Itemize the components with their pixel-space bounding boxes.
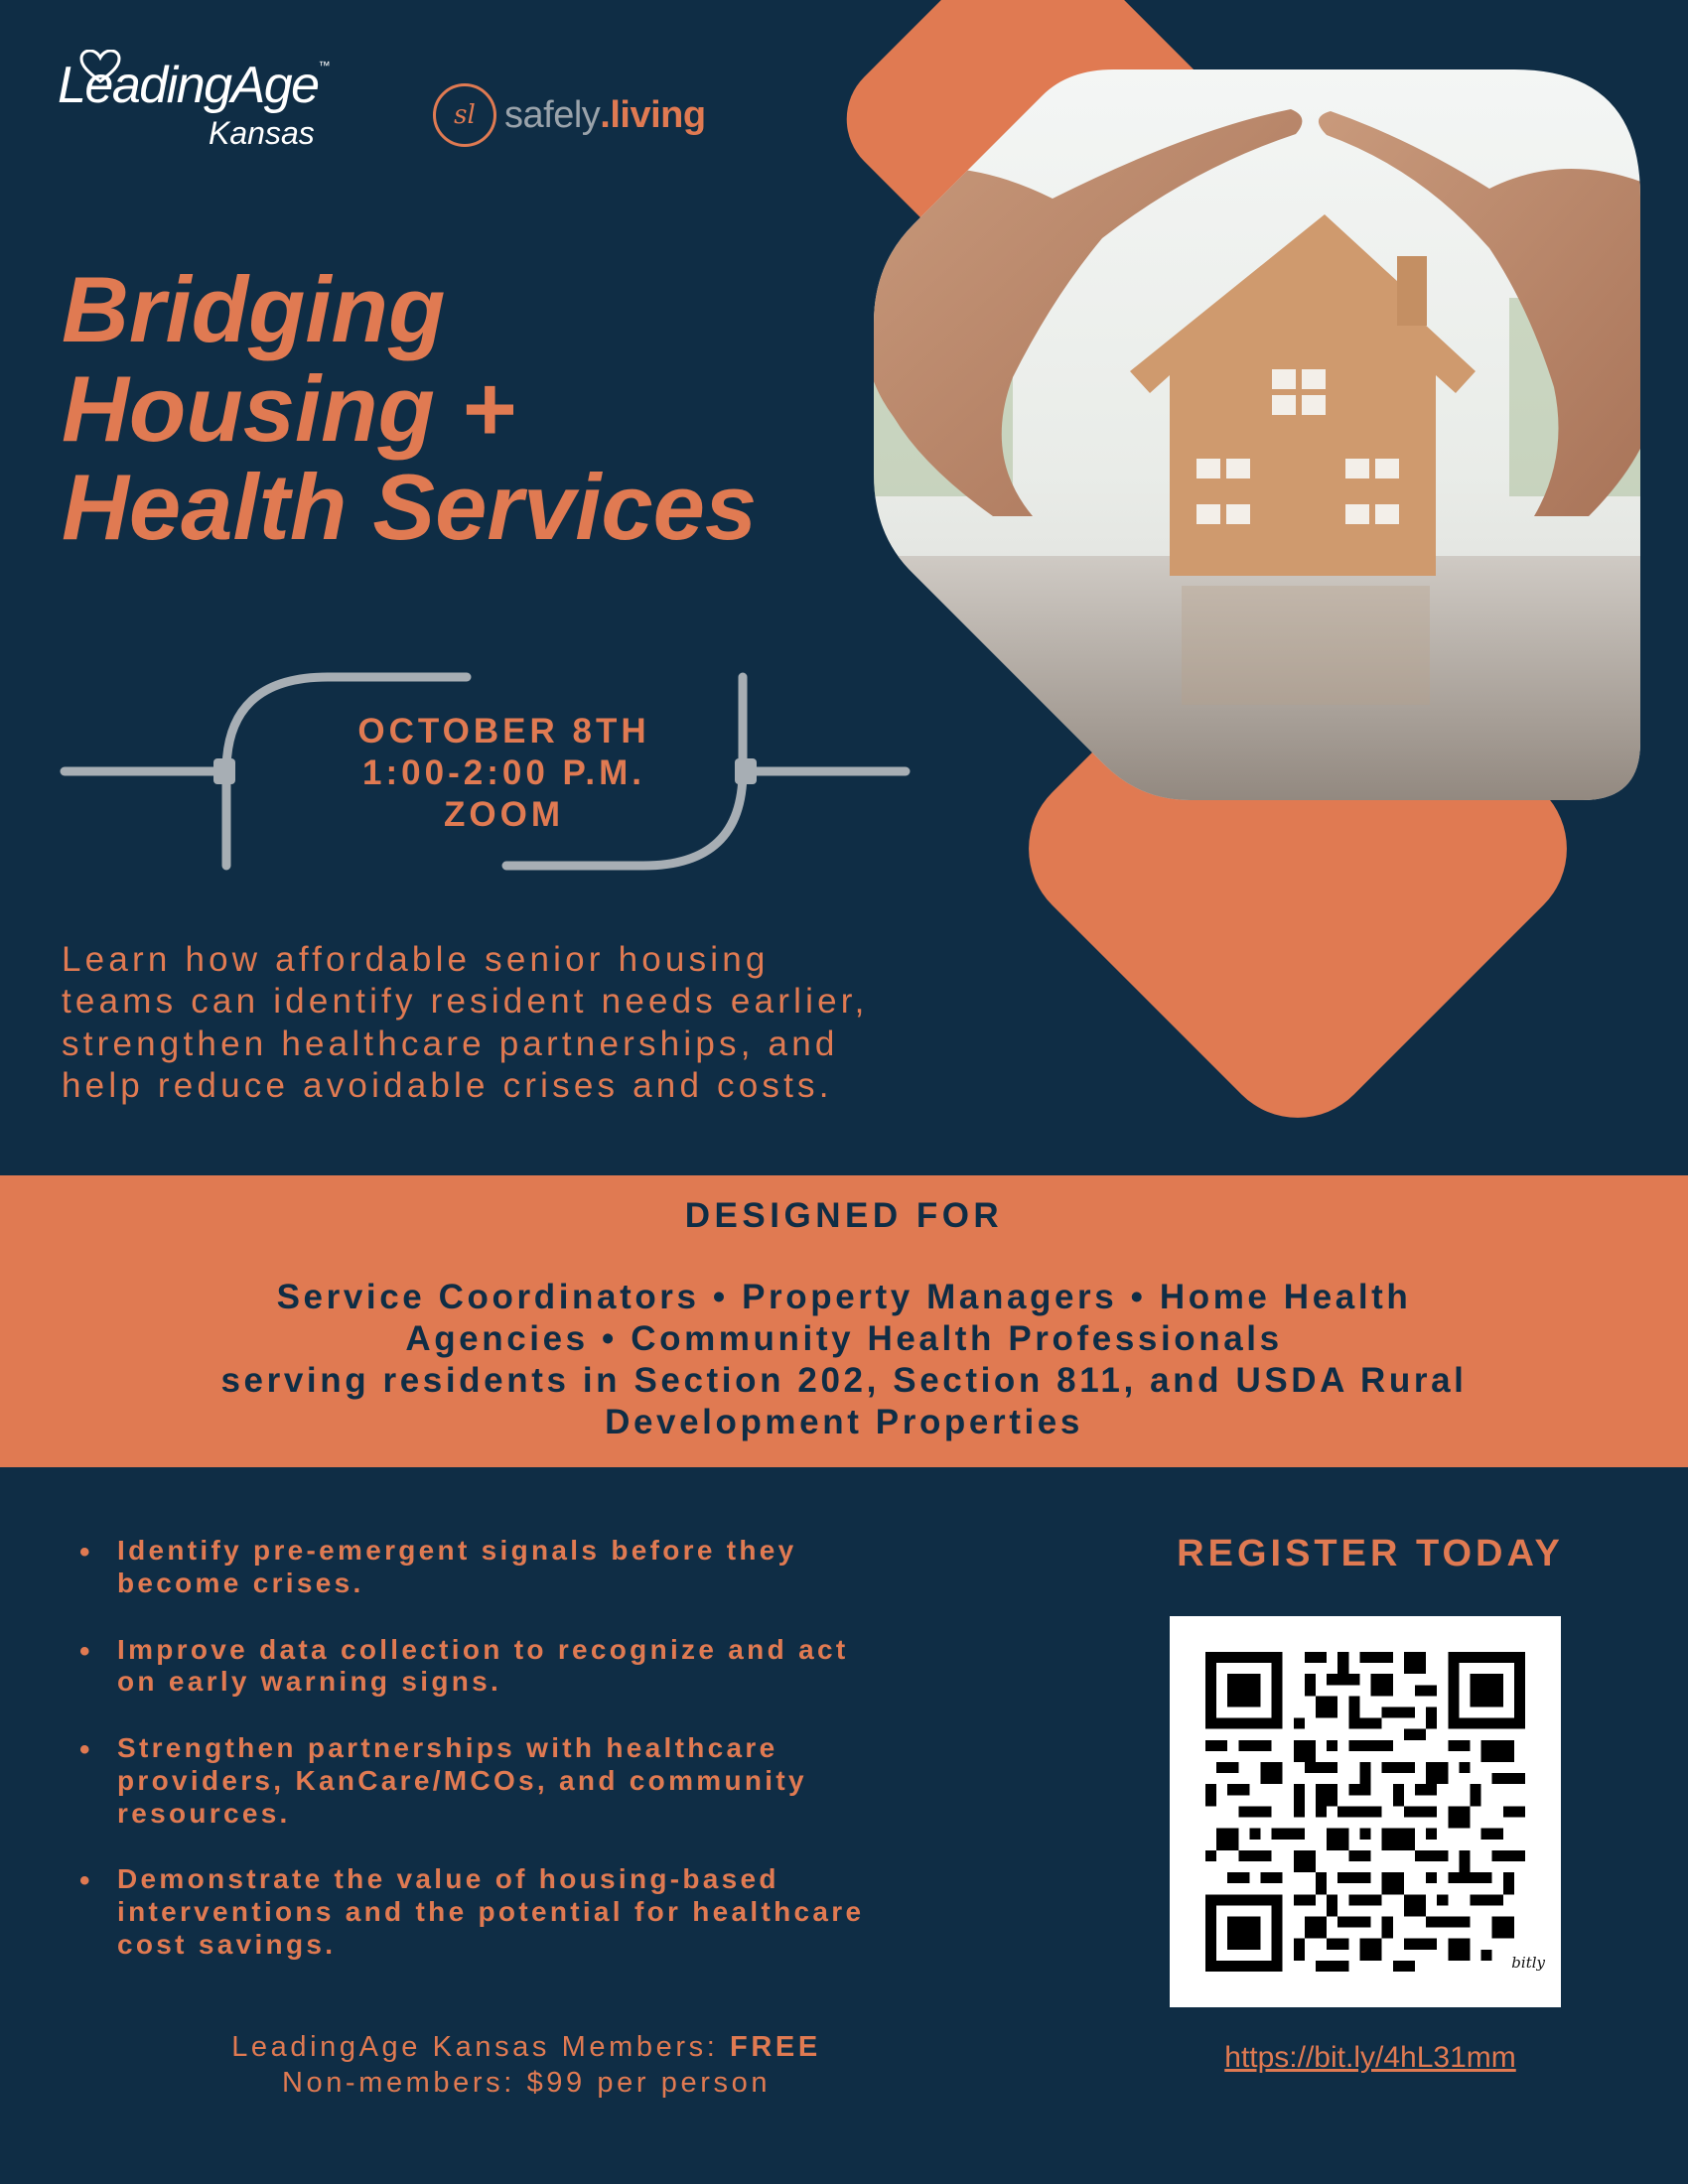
audience-list: [0, 1277, 1688, 1443]
description-line-2: teams can identify resident needs earlier,: [62, 982, 869, 1022]
audience-line-2: Agencies • Community Health Professionals: [405, 1319, 1283, 1358]
event-details: [298, 711, 710, 836]
bitly-mark: bitly: [1511, 1954, 1545, 1972]
description-line-3: strengthen healthcare partnerships, and: [62, 1024, 839, 1063]
event-time: 1:00-2:00 P.M.: [362, 753, 645, 792]
house-hands-photo: [864, 60, 1658, 814]
safely-word: safely: [504, 93, 601, 136]
list-item: • Identify pre-emergent signals before they become crises.: [79, 1535, 1013, 1600]
description-line-4: help reduce avoidable crises and costs.: [62, 1066, 833, 1106]
safely-monogram-icon: sl: [433, 83, 496, 147]
designed-for-band: [0, 1175, 1688, 1467]
list-item: • Improve data collection to recognize and act on early warning signs.: [79, 1634, 1013, 1700]
title-line-1: Bridging: [62, 257, 446, 361]
heart-icon: [79, 50, 121, 83]
audience-line-1: Service Coordinators • Property Managers • Home Health: [276, 1278, 1412, 1316]
description-line-1: Learn how affordable senior housing: [62, 940, 770, 979]
designed-for-heading: DESIGNED FOR: [684, 1196, 1004, 1235]
leadingage-name: LeadingAge: [58, 57, 319, 114]
audience-line-3: serving residents in Section 202, Section 811, and USDA Rural: [220, 1361, 1468, 1400]
title-line-2: Housing +: [62, 355, 515, 461]
audience-line-4: Development Properties: [605, 1403, 1083, 1441]
living-word: .living: [600, 93, 706, 136]
qr-code-icon: [1205, 1652, 1525, 1972]
safely-living-logo: [433, 83, 706, 147]
register-heading: REGISTER TODAY: [1177, 1533, 1564, 1574]
event-description: [62, 939, 1074, 1107]
event-date: OCTOBER 8TH: [357, 712, 650, 751]
leadingage-state: Kansas: [209, 115, 315, 151]
registration-link[interactable]: https://bit.ly/4hL31mm: [1224, 2041, 1516, 2074]
list-item: • Strengthen partnerships with healthcare providers, KanCare/MCOs, and community resources.: [79, 1732, 1013, 1830]
pricing: [149, 2029, 904, 2102]
member-price: LeadingAge Kansas Members: FREE: [231, 2031, 821, 2063]
learning-objectives-list: [79, 1535, 1013, 1995]
title-line-3: Health Services: [62, 455, 758, 560]
list-item: • Demonstrate the value of housing-based interventions and the potential for healthcare cost savings.: [79, 1863, 1013, 1961]
qr-code[interactable]: [1170, 1616, 1561, 2007]
event-location: ZOOM: [444, 795, 564, 834]
leadingage-kansas-logo: [58, 57, 330, 151]
trademark-mark: ™: [318, 59, 330, 72]
nonmember-price: Non-members: $99 per person: [281, 2067, 772, 2100]
page-title: [62, 257, 758, 560]
